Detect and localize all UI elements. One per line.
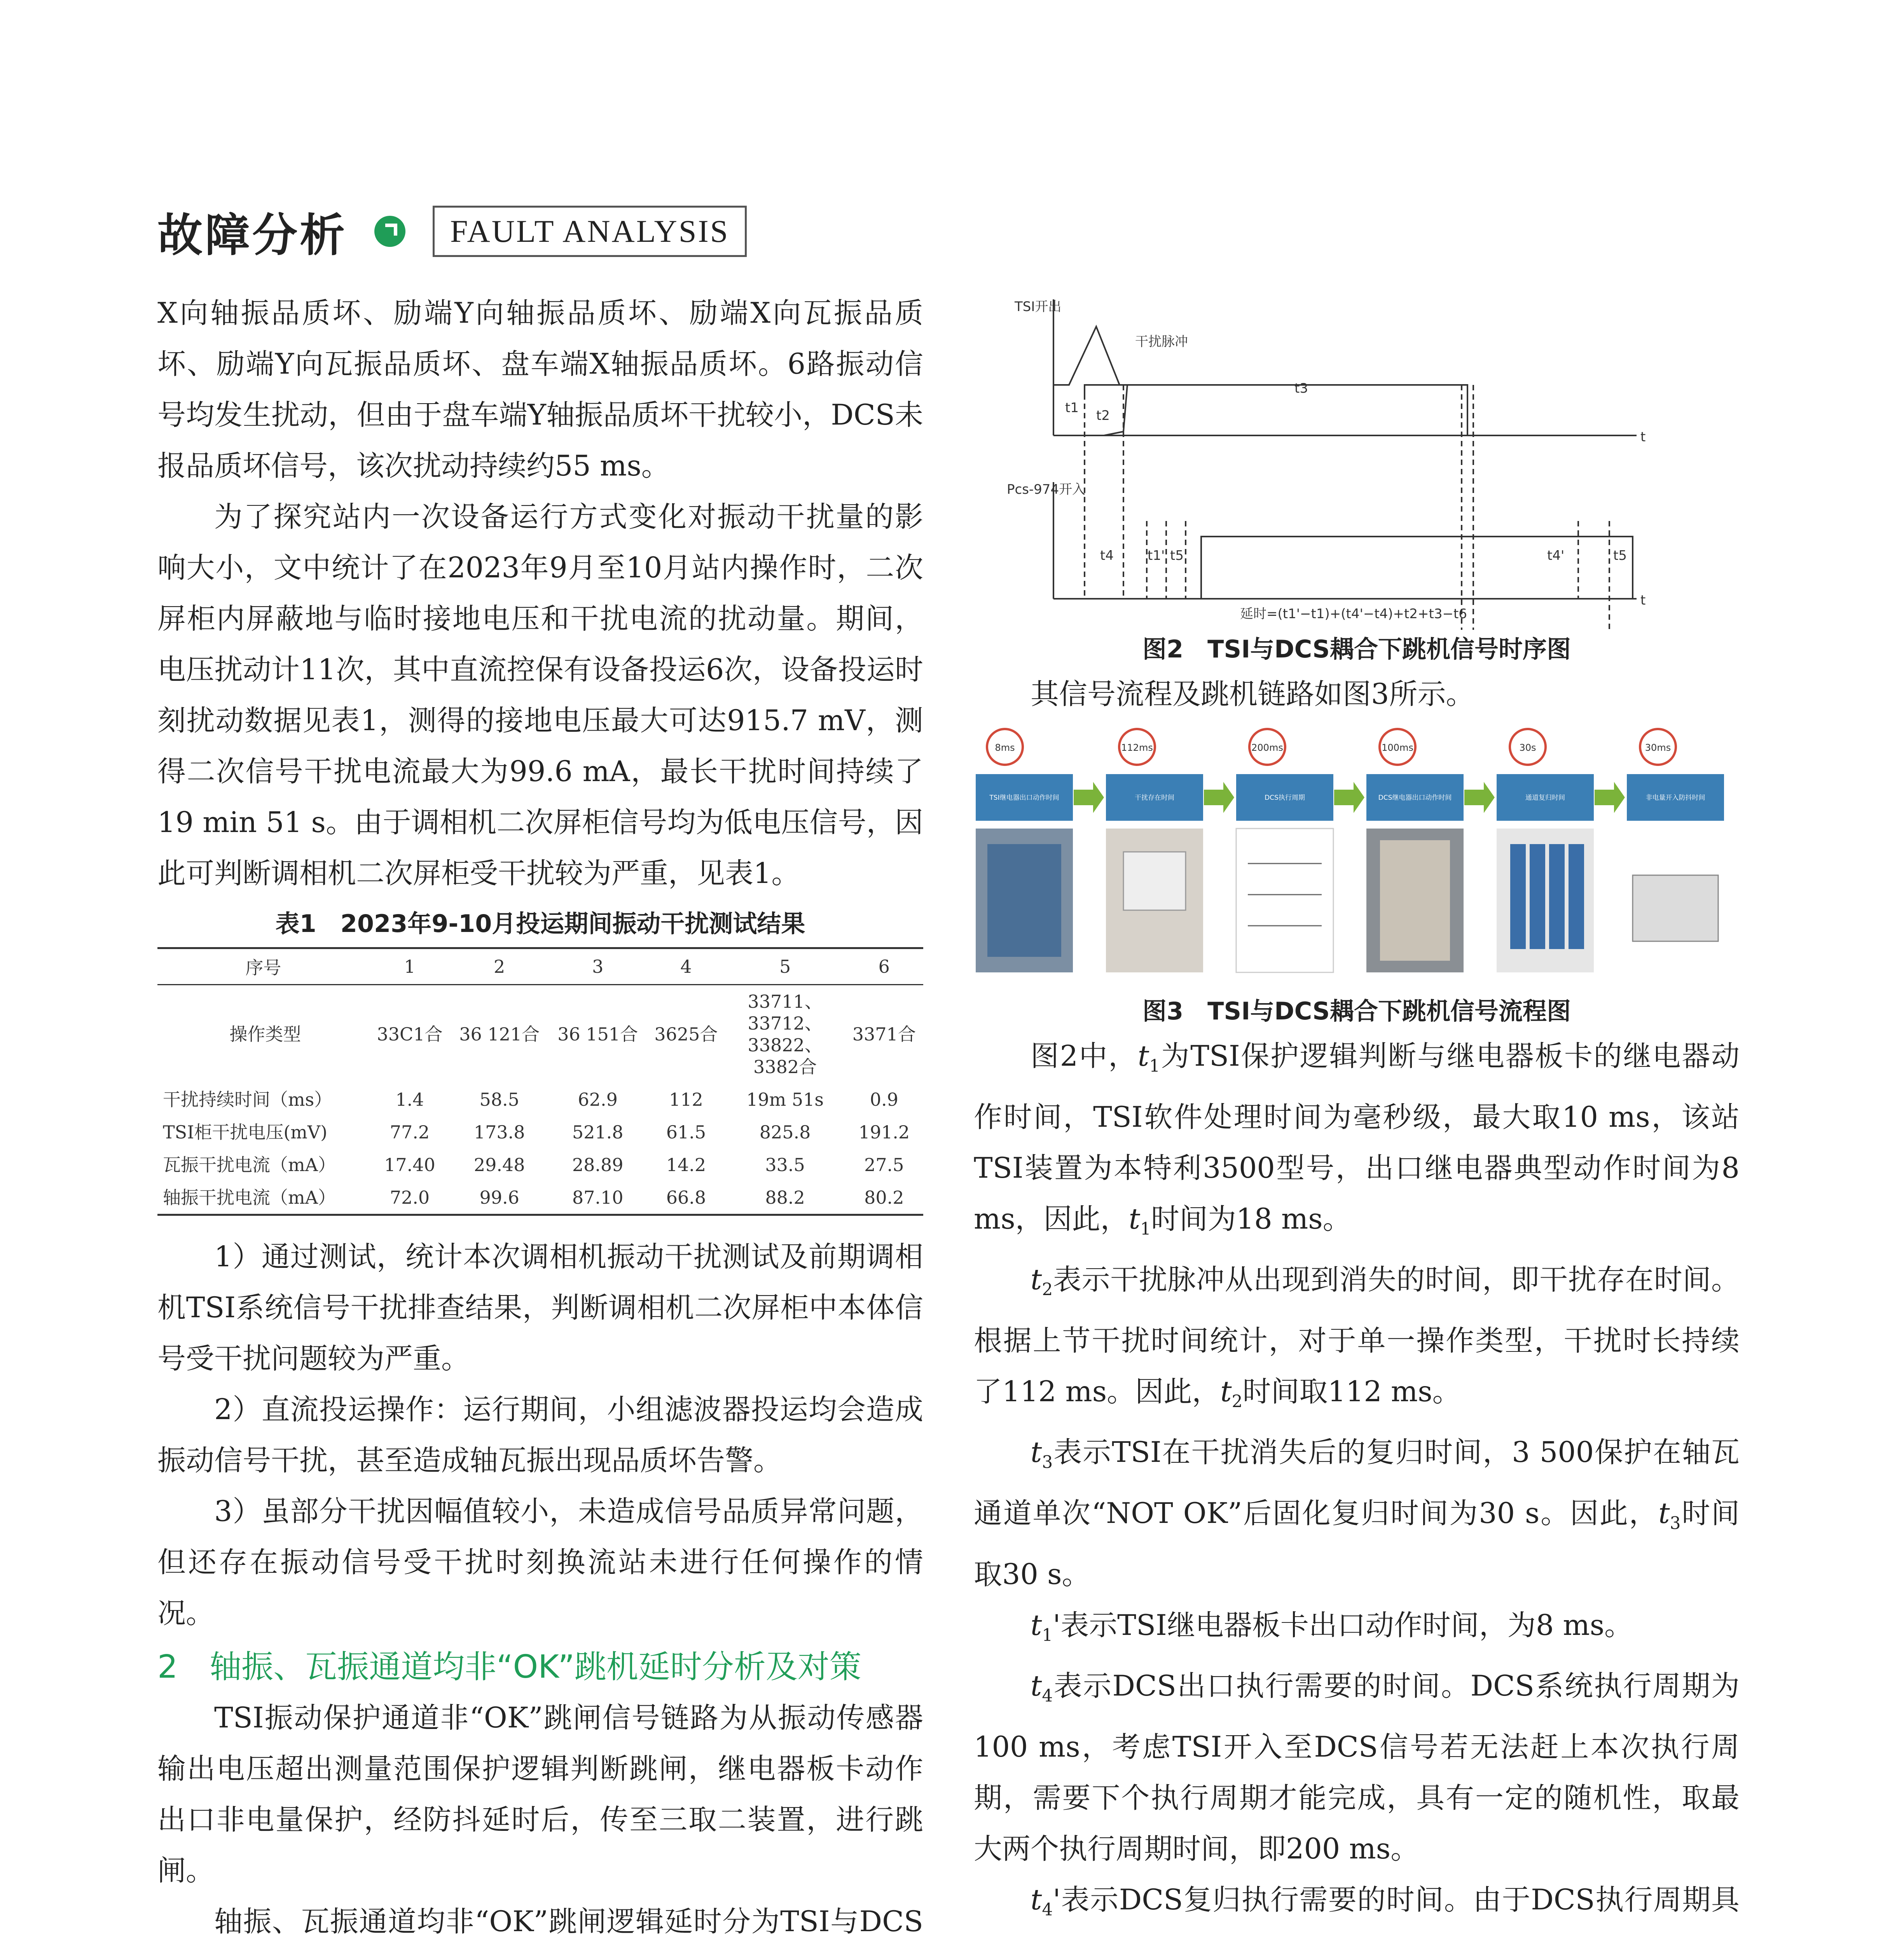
label-pcs-input: Pcs-974开入 (1007, 482, 1086, 497)
left-column (157, 288, 923, 1944)
step-label: DCS继电器出口动作时间 (1378, 794, 1452, 802)
flow-step (1366, 729, 1464, 972)
paragraph: 2）直流投运操作：运行期间，小组滤波器投运均会造成振动信号干扰，甚至造成轴瓦振出现品质坏告警。 (157, 1393, 923, 1477)
paragraph: 为了探究站内一次设备运行方式变化对振动干扰量的影响大小，文中统计了在2023年9月至10月站内操作时，二次屏柜内屏蔽地与临时接地电压和干扰电流的扰动量。期间，电压扰动计11次，其中直流控保有设备投运6次，设备投运时刻扰动数据见表1，测得的接地电压最大可达915.7 mV，测得二次信号干扰电流最大为99.6 mA，最长干扰时间持续了19 min 51 s。由于调相机二次屏柜信号均为低电压信号，因此可判断调相机二次屏柜受干扰较为严重，见表1。 (157, 500, 923, 890)
paragraph: 其信号流程及跳机链路如图3所示。 (1031, 678, 1474, 711)
table-cell: 61.5 (666, 1122, 706, 1143)
table-cell: 173.8 (473, 1122, 525, 1143)
paragraph: TSI振动保护通道非“OK”跳闸信号链路为从振动传感器输出电压超出测量范围保护逻辑判断跳闸，继电器板卡动作出口非电量保护，经防抖延时后，传至三取二装置，进行跳闸。 (157, 1701, 923, 1887)
paragraph: 图2中，$t_1$为TSI保护逻辑判断与继电器板卡的继电器动作时间，TSI软件处理时间为毫秒级，最大取10 ms，该站TSI装置为本特利3500型号，出口继电器典型动作时间为8 ms，因此，$t_1$时间为18 ms。 (974, 1040, 1740, 1239)
table-row (157, 1083, 923, 1116)
table-cell: 825.8 (759, 1122, 811, 1143)
table-cell: 191.2 (858, 1122, 910, 1143)
paragraph: $t_4$表示DCS出口执行需要的时间。DCS系统执行周期为100 ms，考虑TSI开入至DCS信号若无法赶上本次执行周期，需要下个执行周期才能完成，具有一定的随机性，取最大两个执行周期时间，即200 ms。 (974, 1670, 1740, 1865)
label-time-axis: t (1640, 429, 1646, 445)
label-t5-right: t5 (1613, 548, 1627, 563)
paragraph: 轴振、瓦振通道均非“OK”跳闸逻辑延时分为TSI与DCS (214, 1905, 923, 1938)
table-header-row (157, 948, 923, 985)
table-cell: TSI柜干扰电压(mV) (163, 1122, 328, 1143)
table-cell: 干扰持续时间（ms） (163, 1089, 332, 1110)
table-cell: 62.9 (578, 1089, 618, 1110)
table-cell: 72.0 (369, 1181, 450, 1215)
paragraph: $t_4'$表示DCS复归执行需要的时间。由于DCS执行周期具 (1031, 1883, 1740, 1920)
label-t1-prime: t1' (1148, 548, 1165, 563)
label-t1: t1 (1065, 400, 1079, 416)
table-cell: 36 121合 (459, 1024, 540, 1045)
table-header-cell: 4 (647, 948, 725, 985)
flow-step (1627, 729, 1724, 972)
step-time: 112ms (1121, 742, 1153, 753)
table-caption: 表1 2023年9-10月投运期间振动干扰测试结果 (275, 909, 805, 938)
paragraph: $t_1'$表示TSI继电器板卡出口动作时间，为8 ms。 (1031, 1608, 1633, 1645)
step-time: 200ms (1251, 742, 1283, 753)
label-t4-prime: t4' (1547, 548, 1565, 563)
label-t5: t5 (1170, 548, 1184, 563)
figure-caption: 图3 TSI与DCS耦合下跳机信号流程图 (1142, 997, 1571, 1025)
flow-diagram (976, 727, 1738, 992)
table-cell: 3371合 (852, 1024, 916, 1045)
table-row (157, 985, 923, 1084)
paragraph: X向轴振品质坏、励端Y向轴振品质坏、励端X向瓦振品质坏、励端Y向瓦振品质坏、盘车端X轴振品质坏。6路振动信号均发生扰动，但由于盘车端Y轴振品质坏干扰较小，DCS未报品质坏信号，该次扰动持续约55 ms。 (157, 297, 923, 483)
table-cell: 33711、33712、33822、3382合 (748, 991, 823, 1077)
label-time-axis: t (1640, 593, 1646, 608)
table-cell: 3625合 (654, 1024, 718, 1045)
table-cell: 29.48 (473, 1154, 525, 1175)
table-header-cell: 2 (450, 948, 548, 985)
flow-arrow (1334, 782, 1364, 813)
label-t2: t2 (1096, 408, 1110, 423)
flow-step (976, 729, 1073, 972)
table-cell: 轴振干扰电流（mA） (157, 1181, 369, 1215)
arrow-circle-icon (374, 216, 405, 247)
flow-step (1497, 729, 1594, 972)
table-cell: 58.5 (479, 1089, 519, 1110)
table-cell: 77.2 (390, 1122, 430, 1143)
paragraph: 3）虽部分干扰因幅值较小，未造成信号品质异常问题，但还存在振动信号受干扰时刻换流站未进行任何操作的情况。 (157, 1495, 923, 1630)
table-cell: 1.4 (395, 1089, 424, 1110)
column-title: 故障分析 (157, 209, 347, 262)
paragraph: $t_3$表示TSI在干扰消失后的复归时间，3 500保护在轴瓦通道单次“NOT OK”后固化复归时间为30 s。因此，$t_3$时间取30 s。 (974, 1436, 1740, 1591)
table-row (157, 1181, 923, 1215)
timing-diagram (1007, 288, 1707, 630)
label-t3: t3 (1294, 381, 1308, 396)
step-label: 通道复归时间 (1525, 794, 1565, 802)
table-cell: 66.8 (647, 1181, 725, 1215)
table-cell: 521.8 (572, 1122, 624, 1143)
flow-arrow (1595, 782, 1625, 813)
table-header-cell: 序号 (157, 948, 369, 985)
right-column (974, 288, 1740, 1944)
flow-step (1106, 729, 1203, 972)
table-header-cell: 3 (548, 948, 647, 985)
table-cell: 19m 51s (746, 1089, 824, 1110)
table-cell: 17.40 (384, 1154, 435, 1175)
table-header-cell: 1 (369, 948, 450, 985)
table-cell: 0.9 (870, 1089, 898, 1110)
table-cell: 27.5 (864, 1154, 904, 1175)
flow-step (1236, 729, 1333, 972)
label-formula: 延时=(t1'−t1)+(t4'−t4)+t2+t3−t6 (1240, 606, 1467, 622)
table-cell: 80.2 (845, 1181, 923, 1215)
label-t4: t4 (1100, 548, 1114, 563)
flow-arrow (1074, 782, 1104, 813)
section-heading: 2 轴振、瓦振通道均非“OK”跳机延时分析及对策 (157, 1649, 861, 1685)
flow-arrow (1204, 782, 1234, 813)
step-time: 30s (1519, 742, 1536, 753)
paragraph: $t_2$表示干扰脉冲从出现到消失的时间，即干扰存在时间。根据上节干扰时间统计，对于单一操作类型，干扰时长持续了112 ms。因此，$t_2$时间取112 ms。 (974, 1263, 1740, 1412)
table-cell: 88.2 (725, 1181, 845, 1215)
table-cell: 33.5 (765, 1154, 805, 1175)
paragraph: 1）通过测试，统计本次调相机振动干扰测试及前期调相机TSI系统信号干扰排查结果，判断调相机二次屏柜中本体信号受干扰问题较为严重。 (157, 1240, 923, 1375)
table-cell: 87.10 (548, 1181, 647, 1215)
table-header-cell: 6 (845, 948, 923, 985)
step-time: 30ms (1645, 742, 1671, 753)
table-cell: 112 (669, 1089, 703, 1110)
table-cell: 瓦振干扰电流（mA） (163, 1154, 336, 1175)
step-time: 8ms (995, 742, 1015, 753)
step-label: 非电量开入防抖时间 (1645, 794, 1705, 802)
step-time: 100ms (1382, 742, 1413, 753)
step-label: TSI继电器出口动作时间 (989, 794, 1059, 802)
table-cell: 14.2 (666, 1154, 706, 1175)
step-label: 干扰存在时间 (1135, 794, 1174, 802)
table-header-cell: 5 (725, 948, 845, 985)
flow-arrow (1464, 782, 1495, 813)
table-cell: 33C1合 (377, 1024, 443, 1045)
table-row (157, 1149, 923, 1181)
data-table (157, 947, 923, 1216)
table-cell: 36 151合 (557, 1024, 638, 1045)
figure-caption: 图2 TSI与DCS耦合下跳机信号时序图 (1142, 635, 1571, 663)
section-label: FAULT ANALYSIS (433, 206, 747, 257)
step-label: DCS执行周期 (1265, 794, 1305, 802)
table-cell: 操作类型 (229, 1024, 301, 1045)
table-cell: 99.6 (450, 1181, 548, 1215)
table-cell: 28.89 (572, 1154, 624, 1175)
label-pulse: 干扰脉冲 (1135, 334, 1188, 350)
page-header (157, 202, 747, 260)
label-tsi-output: TSI开出 (1015, 299, 1062, 315)
table-row (157, 1116, 923, 1149)
